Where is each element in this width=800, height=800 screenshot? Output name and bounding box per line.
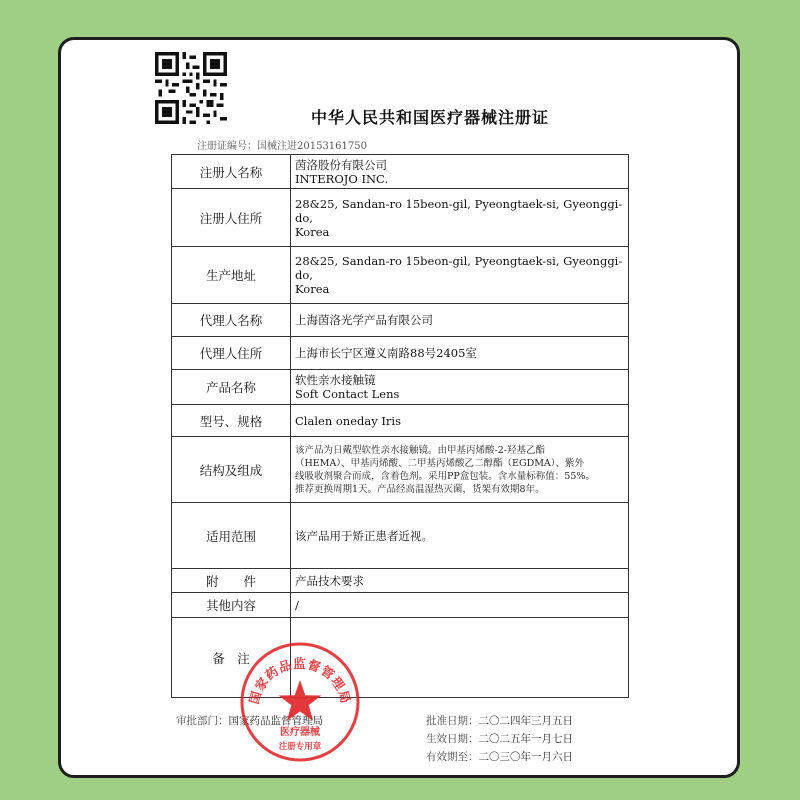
field-label: 产品名称 xyxy=(172,370,291,405)
field-value-line: 产品技术要求 xyxy=(295,573,364,588)
official-seal xyxy=(238,640,362,764)
star-icon xyxy=(279,680,322,721)
registration-number xyxy=(197,137,367,152)
field-label: 其他内容 xyxy=(172,593,291,618)
field-label: 代理人名称 xyxy=(172,304,291,337)
field-value-line: 28&25, Sandan-ro 15beon-gil, Pyeongtaek-si, Gyeonggi-do, xyxy=(295,254,623,282)
field-value xyxy=(291,304,629,337)
field-value-line: / xyxy=(295,598,299,612)
field-value xyxy=(291,593,629,618)
field-value-line: Korea xyxy=(295,224,330,239)
approval-date xyxy=(426,713,573,728)
registration-table xyxy=(171,154,629,698)
field-value xyxy=(291,155,629,189)
field-value-line: Clalen oneday Iris xyxy=(295,413,402,428)
approval-date-value: 二〇二四年三月五日 xyxy=(478,715,573,727)
field-value xyxy=(291,405,629,437)
expiry-date-label: 有效期至： xyxy=(426,751,479,763)
table-row xyxy=(172,503,629,569)
field-value xyxy=(291,189,629,247)
field-label: 适用范围 xyxy=(172,503,291,569)
approval-date-label: 批准日期： xyxy=(426,715,479,727)
field-value-line: Korea xyxy=(295,282,330,296)
field-label: 注册人名称 xyxy=(172,155,291,189)
field-label: 注册人住所 xyxy=(172,189,291,247)
field-value-line: 28&25, Sandan-ro 15beon-gil, Pyeongtaek-si, Gyeonggi-do, xyxy=(295,196,623,225)
field-value-line: （HEMA）、甲基丙烯酸、二甲基丙烯酸乙二醇酯（EGDMA）、紫外 xyxy=(295,457,585,469)
field-value-line: Soft Contact Lens xyxy=(295,387,400,401)
table-row xyxy=(172,337,629,370)
table-row xyxy=(172,569,629,593)
expiry-date xyxy=(426,749,573,764)
field-value-line: 软性亲水接触镜 xyxy=(295,373,376,387)
seal-center-line2: 注册专用章 xyxy=(278,742,322,752)
field-label: 备 注 xyxy=(172,618,291,698)
field-label: 结构及组成 xyxy=(172,437,291,503)
effective-date xyxy=(426,731,573,746)
field-value-line: 该产品为日戴型软性亲水接触镜。由甲基丙烯酸-2-羟基乙酯 xyxy=(295,444,545,456)
field-value-line: 该产品用于矫正患者近视。 xyxy=(295,528,433,543)
field-value-line: 上海市长宁区遵义南路88号2405室 xyxy=(295,346,477,360)
field-value-line: 线吸收剂聚合而成，含着色剂。采用PP盒包装。含水量标称值：55%。 xyxy=(295,470,595,482)
field-value xyxy=(291,370,629,405)
table-row xyxy=(172,189,629,247)
table-row xyxy=(172,304,629,337)
field-value xyxy=(291,437,629,503)
seal-center-line1: 医疗器械 xyxy=(280,727,320,738)
effective-date-label: 生效日期： xyxy=(426,733,479,745)
field-value-line: INTEROJO INC. xyxy=(295,171,389,186)
field-label: 生产地址 xyxy=(172,247,291,304)
field-value xyxy=(291,247,629,304)
table-row xyxy=(172,437,629,503)
field-value-line: 茵洛股份有限公司 xyxy=(295,157,387,172)
field-value-line: 上海茵洛光学产品有限公司 xyxy=(295,313,433,327)
effective-date-value: 二〇二五年一月七日 xyxy=(478,733,573,745)
document-title: 中华人民共和国医疗器械注册证 xyxy=(310,108,549,127)
table-row xyxy=(172,405,629,437)
expiry-date-value: 二〇三〇年一月六日 xyxy=(478,751,573,763)
seal-ring-text: 国家药品监督管理局 xyxy=(246,656,354,706)
registration-number-value: 国械注进20153161750 xyxy=(257,141,367,152)
field-value-line: 推荐更换周期1天。产品经高温湿热灭菌，货架有效期8年。 xyxy=(295,483,545,495)
field-value xyxy=(291,337,629,370)
review-department-label: 审批部门： xyxy=(176,715,229,727)
field-label: 附 件 xyxy=(172,569,291,593)
table-row xyxy=(172,247,629,304)
review-department-value: 国家药品监督管理局 xyxy=(228,715,323,727)
field-label: 型号、规格 xyxy=(172,405,291,437)
field-value xyxy=(291,569,629,593)
field-label: 代理人住所 xyxy=(172,337,291,370)
table-row xyxy=(172,593,629,618)
table-row xyxy=(172,370,629,405)
table-row xyxy=(172,155,629,189)
registration-number-label: 注册证编号： xyxy=(197,141,257,152)
field-value xyxy=(291,503,629,569)
